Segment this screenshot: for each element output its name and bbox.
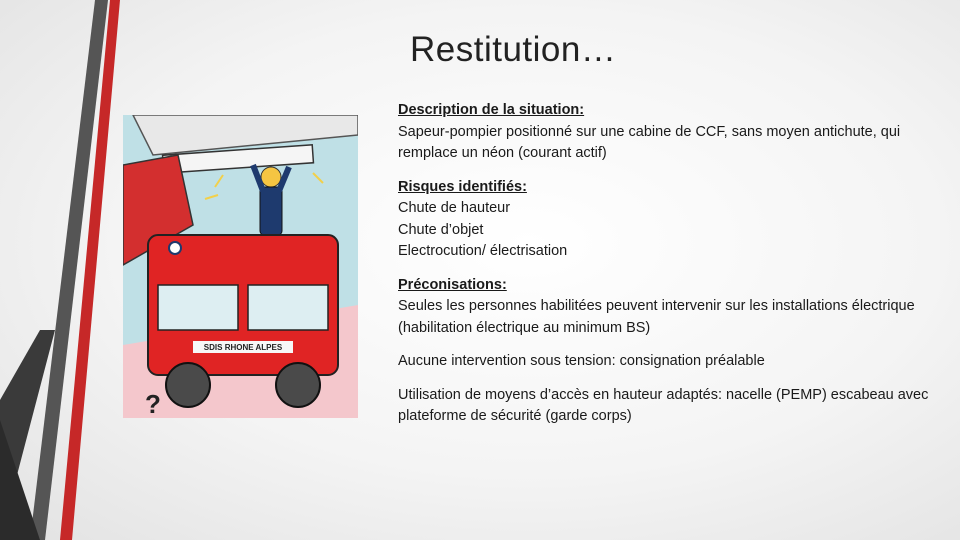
recommendation-paragraph: Aucune intervention sous tension: consignation préalable bbox=[398, 353, 765, 369]
description-heading: Description de la situation: bbox=[398, 102, 585, 118]
risk-item: Chute de hauteur bbox=[398, 200, 511, 216]
firefighter-body bbox=[260, 187, 282, 235]
truck-window bbox=[248, 285, 328, 330]
slide-content bbox=[398, 100, 938, 440]
truck-label: SDIS RHONE ALPES bbox=[203, 343, 283, 352]
description-block bbox=[398, 100, 938, 165]
decorative-stripes bbox=[0, 0, 120, 540]
question-mark: ? bbox=[145, 389, 161, 418]
risk-item: Chute d’objet bbox=[398, 221, 484, 238]
risk-item: Electrocution/ électrisation bbox=[398, 243, 568, 259]
recommendations-heading: Préconisations: bbox=[398, 276, 507, 293]
risks-block bbox=[398, 177, 938, 263]
recommendation-block bbox=[398, 351, 938, 373]
truck-wheel bbox=[276, 363, 320, 407]
risks-heading: Risques identifiés: bbox=[398, 178, 527, 195]
description-text: Sapeur-pompier positionné sur une cabine de CCF, sans moyen antichute, qui remplace un néon (courant actif) bbox=[398, 123, 901, 161]
slide-title: Restitution… bbox=[410, 30, 617, 69]
recommendation-paragraph: Seules les personnes habilitées peuvent intervenir sur les installations électrique (habilitation électrique au minimum BS) bbox=[398, 298, 915, 336]
recommendation-block bbox=[398, 385, 938, 428]
recommendation-paragraph: Utilisation de moyens d’accès en hauteur adaptés: nacelle (PEMP) escabeau avec plateforme de sécurité (garde corps) bbox=[398, 386, 929, 424]
recommendations-block bbox=[398, 275, 938, 340]
truck-window bbox=[158, 285, 238, 330]
truck-wheel bbox=[166, 363, 210, 407]
firefighter-illustration bbox=[123, 115, 358, 418]
emergency-light bbox=[169, 242, 181, 254]
firefighter-head bbox=[261, 167, 281, 187]
